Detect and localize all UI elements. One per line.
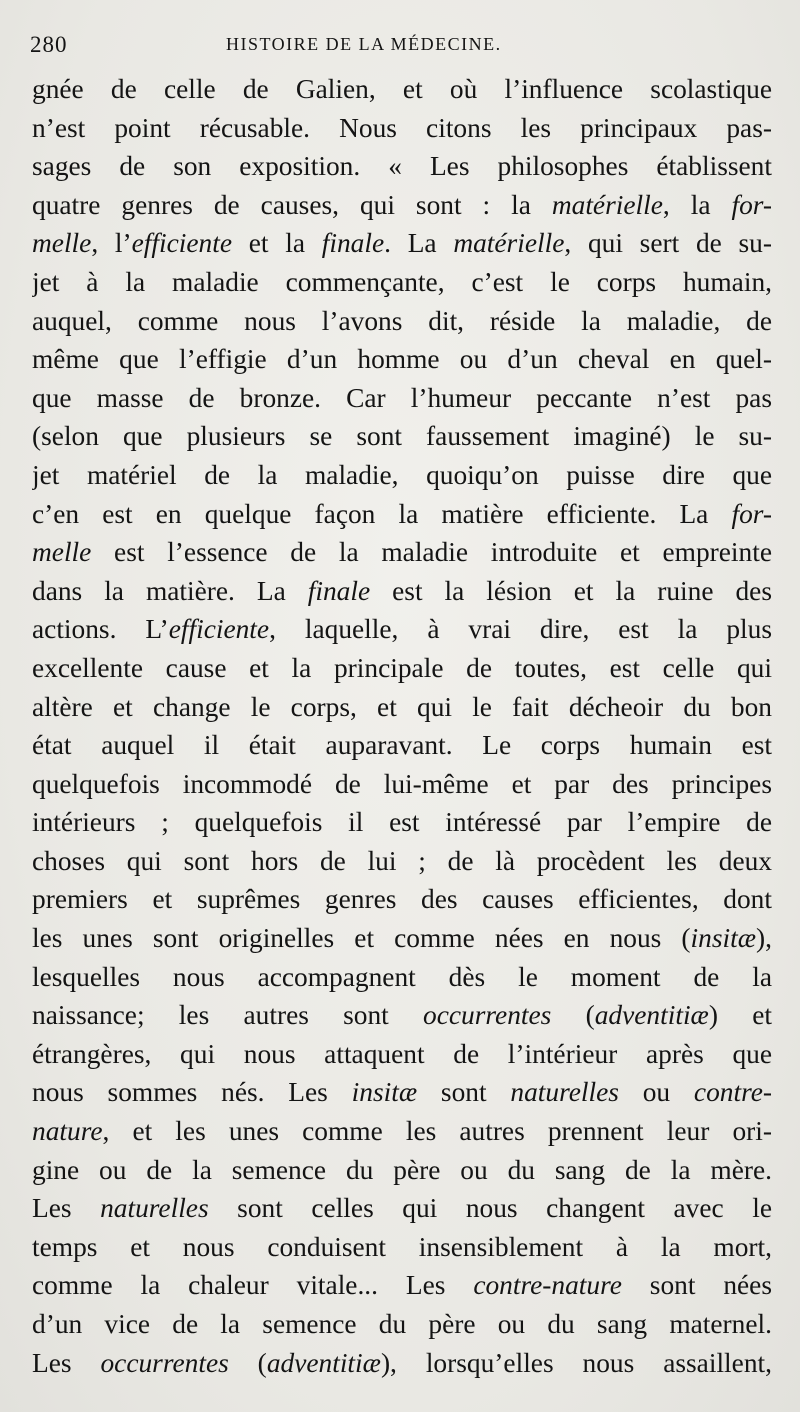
italic-text: efficiente	[131, 228, 233, 259]
italic-text: for-	[731, 498, 772, 529]
text-segment: état auquel il était auparavant. Le corps humain est	[32, 730, 772, 761]
text-segment: , la	[662, 189, 732, 220]
text-line	[32, 1073, 772, 1112]
text-line	[32, 533, 772, 572]
text-segment: lesquelles nous accompagnent dès le moment de la	[32, 961, 772, 992]
text-line	[32, 919, 772, 958]
text-segment: naissance; les autres sont	[32, 1000, 424, 1031]
text-segment: (	[228, 1347, 267, 1378]
text-segment: ) et	[708, 1000, 772, 1031]
text-segment: quatre genres de causes, qui sont : la	[32, 189, 552, 220]
text-segment: et la	[232, 228, 322, 259]
text-segment: ), lorsqu’elles nous assaillent,	[380, 1347, 772, 1378]
text-line	[32, 1151, 772, 1190]
text-segment: même que l’effigie d’un homme ou d’un cheval en quel-	[32, 344, 772, 375]
text-line	[32, 1035, 772, 1074]
text-line	[32, 495, 772, 534]
text-line	[32, 1305, 772, 1344]
running-title: HISTOIRE DE LA MÉDECINE.	[226, 34, 502, 54]
text-segment: Les	[32, 1347, 101, 1378]
text-segment: sont celles qui nous changent avec le	[208, 1193, 772, 1224]
italic-text: occurrentes	[423, 1000, 552, 1031]
italic-text: melle	[32, 537, 92, 568]
text-segment: ou	[618, 1077, 694, 1108]
page-number: 280	[30, 32, 68, 57]
text-segment: les unes sont originelles et comme nées en nous (	[32, 923, 691, 954]
text-line	[32, 958, 772, 997]
text-line	[32, 70, 772, 109]
text-segment: (	[551, 1000, 595, 1031]
italic-text: adventitiæ	[266, 1347, 381, 1378]
italic-text: melle	[32, 228, 92, 259]
text-line	[32, 147, 772, 186]
italic-text: contre-nature	[473, 1270, 622, 1301]
text-segment: excellente cause et la principale de toutes, est celle qui	[32, 652, 772, 683]
text-segment: , qui sert de su-	[564, 228, 772, 259]
italic-text: insitæ	[690, 923, 757, 954]
text-line	[32, 649, 772, 688]
text-segment: quelquefois incommodé de lui-même et par des principes	[32, 768, 772, 799]
text-segment: . La	[384, 228, 454, 259]
running-head	[30, 30, 770, 64]
text-line	[32, 1266, 772, 1305]
text-segment: d’un vice de la semence du père ou du sang maternel.	[32, 1309, 772, 1339]
text-line	[32, 688, 772, 727]
text-segment: sont	[417, 1077, 511, 1108]
text-segment: jet matériel de la maladie, quoiqu’on puisse dire que	[32, 459, 772, 490]
text-segment: premiers et suprêmes genres des causes efficientes, dont	[32, 884, 772, 915]
text-segment: dans la matière. La	[32, 575, 308, 606]
text-segment: est la lésion et la ruine des	[370, 575, 772, 606]
text-line	[32, 842, 772, 881]
italic-text: nature	[32, 1116, 103, 1147]
text-segment: gnée de celle de Galien, et où l’influence scolastique	[32, 74, 772, 104]
italic-text: finale	[307, 575, 371, 606]
text-line	[32, 263, 772, 302]
text-segment: choses qui sont hors de lui ; de là procèdent les deux	[32, 845, 772, 876]
text-segment: gine ou de la semence du père ou du sang de la mère.	[32, 1154, 772, 1185]
text-line	[32, 224, 772, 263]
text-line	[32, 1228, 772, 1267]
text-segment: intérieurs ; quelquefois il est intéressé par l’empire de	[32, 807, 772, 838]
italic-text: adventitiæ	[594, 1000, 709, 1031]
text-segment: ),	[756, 923, 772, 954]
italic-text: contre-	[693, 1077, 772, 1108]
italic-text: occurrentes	[100, 1347, 229, 1378]
italic-text: for-	[731, 189, 772, 220]
text-line	[32, 996, 772, 1035]
text-line	[32, 803, 772, 842]
text-segment: auquel, comme nous l’avons dit, réside la maladie, de	[32, 305, 772, 336]
text-segment: Les	[32, 1193, 101, 1224]
text-line	[32, 186, 772, 225]
text-segment: , et les unes comme les autres prennent leur ori-	[102, 1116, 772, 1147]
italic-text: finale	[321, 228, 385, 259]
text-segment: comme la chaleur vitale... Les	[32, 1270, 474, 1301]
text-line	[32, 1344, 772, 1383]
italic-text: matérielle	[551, 189, 663, 220]
italic-text: matérielle	[453, 228, 565, 259]
text-line	[32, 379, 772, 418]
text-segment: sages de son exposition. « Les philosophes établissent	[32, 151, 772, 182]
text-segment: jet à la maladie commençante, c’est le corps humain,	[32, 266, 772, 297]
body-text	[32, 70, 772, 1382]
italic-text: insitæ	[351, 1077, 418, 1108]
text-line	[32, 572, 772, 611]
text-segment: n’est point récusable. Nous citons les principaux pas-	[32, 112, 772, 143]
text-segment: actions. L’	[32, 614, 169, 645]
text-segment: étrangères, qui nous attaquent de l’intérieur après que	[32, 1038, 772, 1069]
text-line	[32, 880, 772, 919]
text-segment: que masse de bronze. Car l’humeur peccante n’est pas	[32, 382, 772, 413]
text-line	[32, 765, 772, 804]
text-line	[32, 726, 772, 765]
text-segment: altère et change le corps, et qui le fait décheoir du bon	[32, 691, 772, 722]
text-line	[32, 456, 772, 495]
text-line	[32, 417, 772, 456]
text-line	[32, 1112, 772, 1151]
text-line	[32, 340, 772, 379]
italic-text: efficiente	[168, 614, 270, 645]
text-segment: est l’essence de la maladie introduite et empreinte	[91, 537, 772, 568]
text-line	[32, 610, 772, 649]
text-line	[32, 1189, 772, 1228]
italic-text: naturelles	[100, 1193, 209, 1224]
text-segment: c’en est en quelque façon la matière efficiente. La	[32, 498, 732, 529]
text-segment: sont nées	[621, 1270, 772, 1301]
text-segment: temps et nous conduisent insensiblement à la mort,	[32, 1231, 772, 1262]
text-line	[32, 109, 772, 148]
text-segment: nous sommes nés. Les	[32, 1077, 352, 1108]
italic-text: naturelles	[510, 1077, 619, 1108]
text-segment: (selon que plusieurs se sont faussement imaginé) le su-	[32, 421, 772, 452]
text-segment: , laquelle, à vrai dire, est la plus	[269, 614, 772, 645]
text-segment: , l’	[91, 228, 132, 259]
text-line	[32, 302, 772, 341]
